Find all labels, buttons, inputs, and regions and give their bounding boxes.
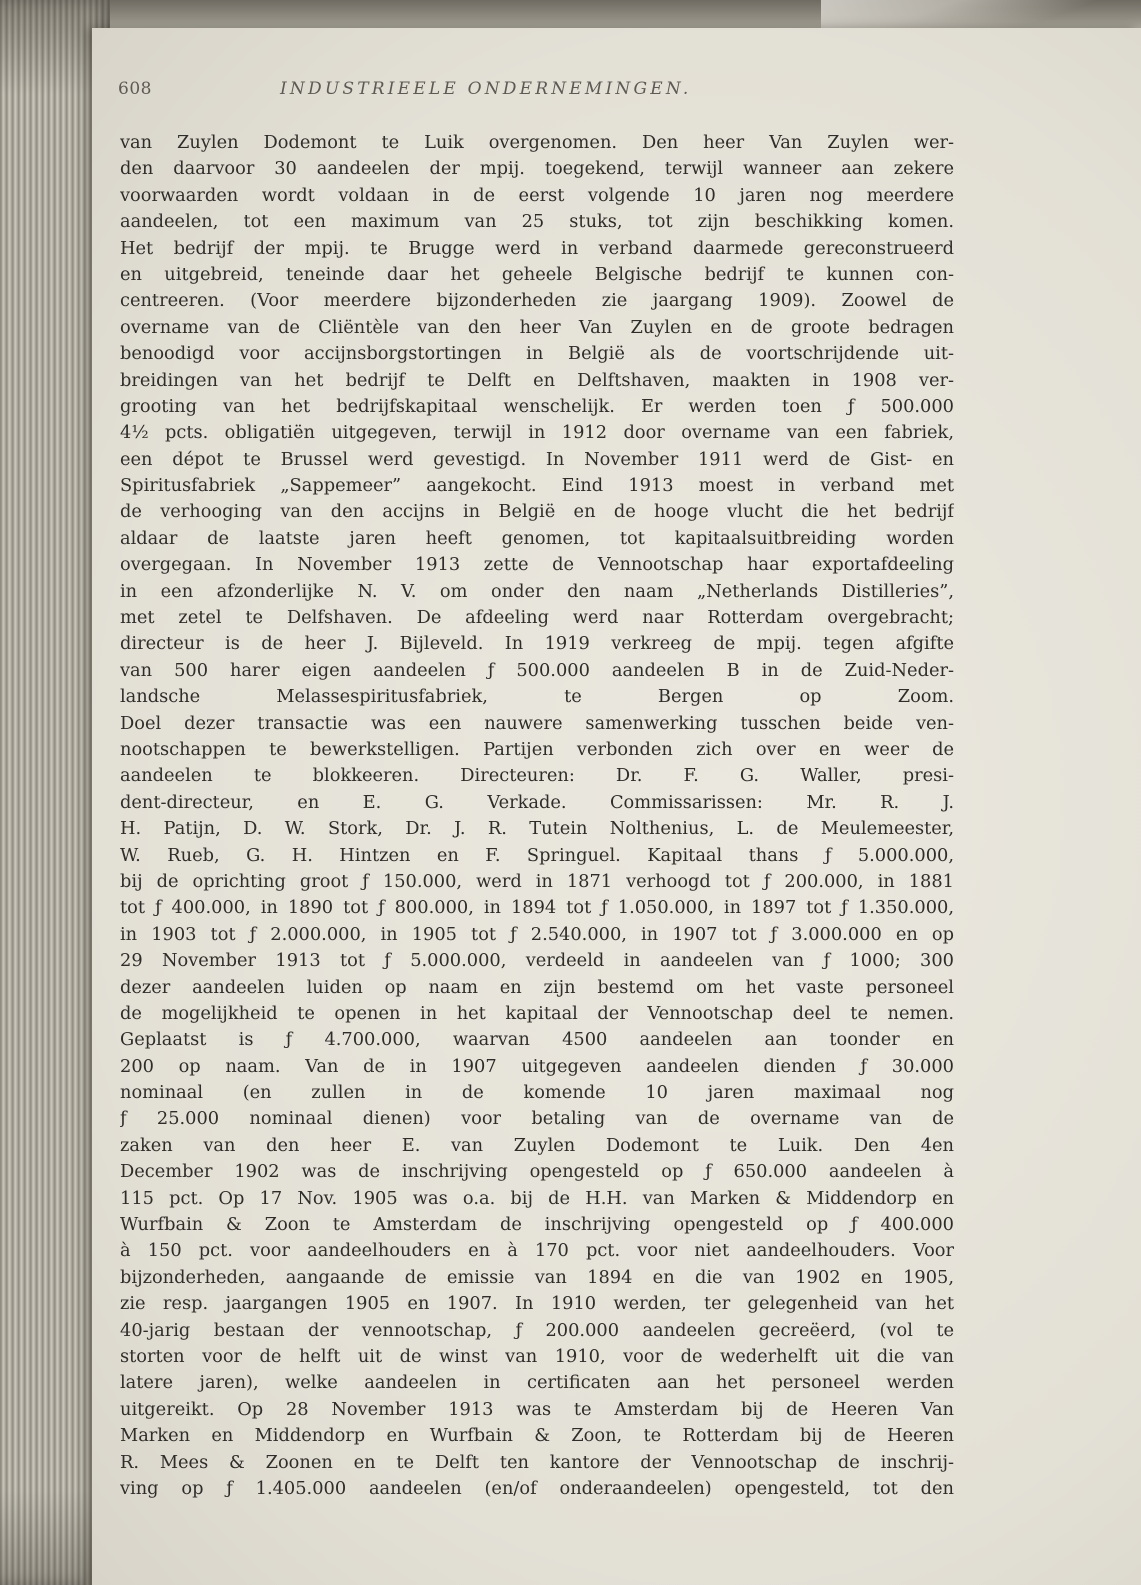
text-line: en uitgebreid, teneinde daar het geheele Belgische bedrijf te kunnen con- [120,263,954,285]
text-line: H. Patijn, D. W. Stork, Dr. J. R. Tutein Nolthenius, L. de Meulemeester, [120,818,954,840]
text-line: bijzonderheden, aangaande de emissie van 1894 en die van 1902 en 1905, [120,1266,954,1288]
text-line: Wurfbain & Zoon te Amsterdam de inschrijving opengesteld op ƒ 400.000 [120,1214,954,1236]
text-line: R. Mees & Zoonen en te Delft ten kantore der Vennootschap de inschrij- [120,1451,954,1473]
text-line: met zetel te Delfshaven. De afdeeling werd naar Rotterdam overgebracht; [120,607,954,629]
text-line: Het bedrijf der mpij. te Brugge werd in verband daarmede gereconstrueerd [120,237,954,259]
body-text [120,130,954,1502]
text-line: Marken en Middendorp en Wurfbain & Zoon, te Rotterdam bij de Heeren [120,1425,954,1447]
page-header [118,79,858,109]
text-line: zaken van den heer E. van Zuylen Dodemont te Luik. Den 4en [120,1134,954,1156]
text-line: 4½ pcts. obligatiën uitgegeven, terwijl in 1912 door overname van een fabriek, [120,422,954,444]
text-line: December 1902 was de inschrijving opengesteld op ƒ 650.000 aandeelen à [120,1161,954,1183]
text-line: in 1903 tot ƒ 2.000.000, in 1905 tot ƒ 2.540.000, in 1907 tot ƒ 3.000.000 en op [120,923,954,945]
text-line: storten voor de helft uit de winst van 1910, voor de wederhelft uit die van [120,1345,954,1367]
text-line: bij de oprichting groot ƒ 150.000, werd in 1871 verhoogd tot ƒ 200.000, in 1881 [120,870,954,892]
text-line: dezer aandeelen luiden op naam en zijn bestemd om het vaste personeel [120,976,954,998]
text-line: Doel dezer transactie was een nauwere samenwerking tusschen beide ven- [120,712,954,734]
text-line: ving op ƒ 1.405.000 aandeelen (en/of onderaandeelen) opengesteld, tot den [120,1477,954,1499]
text-line: centreeren. (Voor meerdere bijzonderheden zie jaargang 1909). Zoowel de [120,290,954,312]
text-line: Spiritusfabriek „Sappemeer” aangekocht. Eind 1913 moest in verband met [120,475,954,497]
text-line: 40-jarig bestaan der vennootschap, ƒ 200.000 aandeelen gecreëerd, (vol te [120,1319,954,1341]
text-line: van Zuylen Dodemont te Luik overgenomen. Den heer Van Zuylen wer- [120,132,954,153]
text-line: grooting van het bedrijfskapitaal wenschelijk. Er werden toen ƒ 500.000 [120,395,954,417]
text-line: W. Rueb, G. H. Hintzen en F. Springuel. Kapitaal thans ƒ 5.000.000, [120,844,954,866]
text-line: aldaar de laatste jaren heeft genomen, tot kapitaalsuitbreiding worden [120,527,954,549]
text-line: 115 pct. Op 17 Nov. 1905 was o.a. bij de H.H. van Marken & Middendorp en [120,1187,954,1209]
text-line: landsche Melassespiritusfabriek, te Bergen op Zoom. [120,686,954,708]
text-line: uitgereikt. Op 28 November 1913 was te Amsterdam bij de Heeren Van [120,1398,954,1420]
text-line: Geplaatst is ƒ 4.700.000, waarvan 4500 aandeelen aan toonder en [120,1029,954,1051]
text-line: in een afzonderlijke N. V. om onder den naam „Netherlands Distilleries”, [120,580,954,602]
text-line: den daarvoor 30 aandeelen der mpij. toegekend, terwijl wanneer aan zekere [120,158,954,180]
text-line: dent-directeur, en E. G. Verkade. Commissarissen: Mr. R. J. [120,791,954,813]
text-line: aandeelen te blokkeeren. Directeuren: Dr. F. G. Waller, presi- [120,765,954,787]
text-line: tot ƒ 400.000, in 1890 tot ƒ 800.000, in 1894 tot ƒ 1.050.000, in 1897 tot ƒ 1.350.000, [120,897,954,919]
text-line: aandeelen, tot een maximum van 25 stuks, tot zijn beschikking komen. [120,211,954,233]
text-line: zie resp. jaargangen 1905 en 1907. In 1910 werden, ter gelegenheid van het [120,1293,954,1315]
text-line: voorwaarden wordt voldaan in de eerst volgende 10 jaren nog meerdere [120,184,954,206]
text-line: overgegaan. In November 1913 zette de Vennootschap haar exportafdeeling [120,554,954,576]
text-line: nootschappen te bewerkstelligen. Partijen verbonden zich over en weer de [120,738,954,760]
text-line: de mogelijkheid te openen in het kapitaal der Vennootschap deel te nemen. [120,1002,954,1024]
text-line: breidingen van het bedrijf te Delft en Delftshaven, maakten in 1908 ver- [120,369,954,391]
page-number: 608 [118,79,152,99]
text-line: de verhooging van den accijns in België en de hooge vlucht die het bedrijf [120,501,954,523]
text-line: een dépot te Brussel werd gevestigd. In November 1911 werd de Gist- en [120,448,954,470]
text-line: van 500 harer eigen aandeelen ƒ 500.000 aandeelen B in de Zuid-Neder- [120,659,954,681]
text-line: latere jaren), welke aandeelen in certificaten aan het personeel werden [120,1372,954,1394]
text-line: benoodigd voor accijnsborgstortingen in België als de voortschrijdende uit- [120,343,954,365]
text-line: overname van de Cliëntèle van den heer Van Zuylen en de groote bedragen [120,316,954,338]
text-line: 200 op naam. Van de in 1907 uitgegeven aandeelen dienden ƒ 30.000 [120,1055,954,1077]
text-line: 29 November 1913 tot ƒ 5.000.000, verdeeld in aandeelen van ƒ 1000; 300 [120,950,954,972]
text-line: ƒ 25.000 nominaal dienen) voor betaling van de overname van de [120,1108,954,1130]
text-line: à 150 pct. voor aandeelhouders en à 170 pct. voor niet aandeelhouders. Voor [120,1240,954,1262]
text-line: nominaal (en zullen in de komende 10 jaren maximaal nog [120,1082,954,1104]
running-title: INDUSTRIEELE ONDERNEMINGEN. [280,79,692,99]
text-line: directeur is de heer J. Bijleveld. In 1919 verkreeg de mpij. tegen afgifte [120,633,954,655]
